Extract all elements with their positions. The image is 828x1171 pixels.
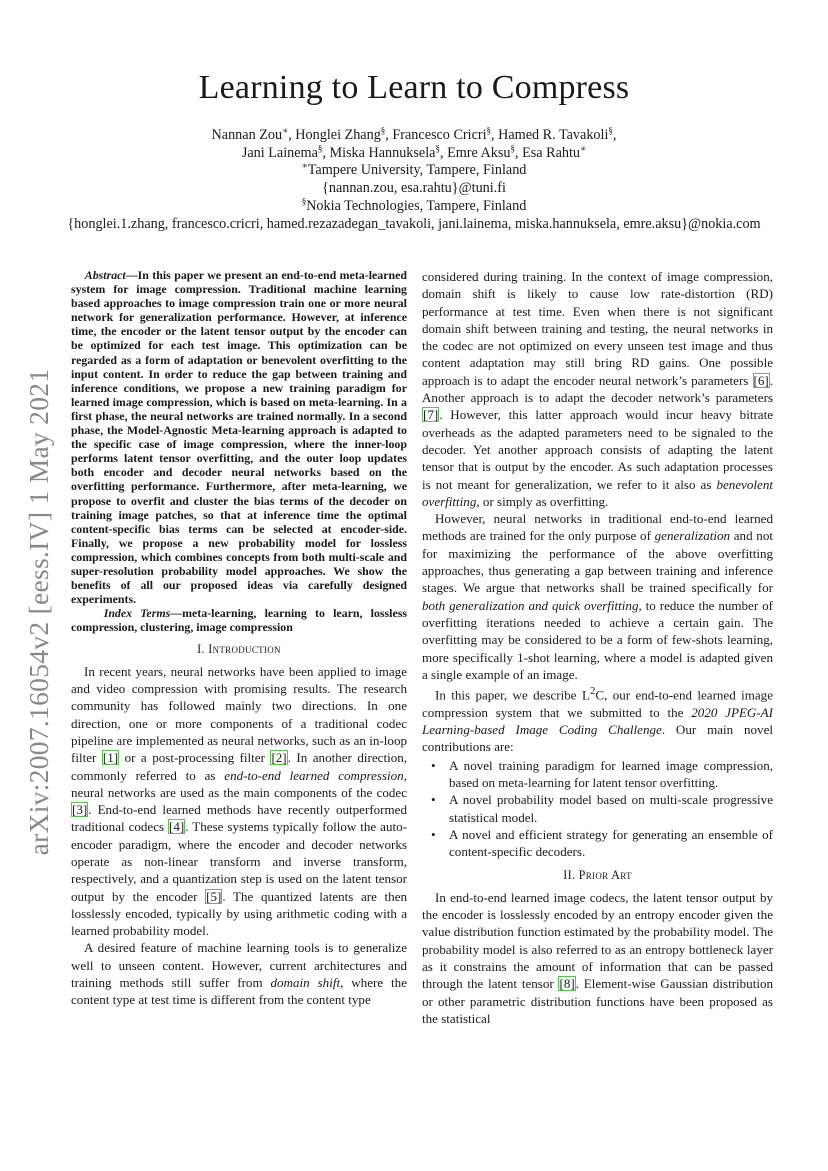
affiliation-mark: § (301, 196, 307, 207)
right-column (422, 268, 773, 1027)
author-line-2 (0, 142, 828, 163)
text-run: . These systems typically follow the auto-encoder paradigm, where the encoder and decoder networks operate as non-linear transform and inverse transform, respectively, and a quantization step is used on the latent tensor output by the encoder (71, 819, 407, 904)
list-item-text: A novel training paradigm for learned image compression, based on meta-learning for latent tensor overfitting. (449, 757, 773, 790)
left-column (71, 268, 407, 1009)
emphasis: 2020 JPEG-AI Learning-based Image Coding Challenge (422, 704, 773, 738)
section-title: Introduction (208, 642, 281, 657)
list-item-text: A novel probability model based on multi-scale progressive statistical model. (449, 792, 773, 825)
section-heading-introduction (71, 641, 407, 658)
citation-link[interactable]: [8] (559, 976, 575, 992)
text-run: . Element-wise Gaussian distribution or other parametric distribution functions have been proposed as the statistical (422, 976, 774, 1026)
author-block (0, 127, 828, 233)
affiliation-mark: § (380, 125, 386, 136)
text-run: and not for maximizing the performance of the above overfitting approaches, thus generating a gap between training and inference stages. We argue that networks shall be trained specifically for (422, 528, 773, 596)
citation-link[interactable]: [1] (102, 750, 119, 766)
affiliation-text: Nokia Technologies, Tampere, Finland (306, 197, 527, 214)
list-item (422, 826, 773, 861)
abstract (71, 268, 407, 606)
text-run: . However, this latter approach would incur heavy bitrate overheads as the adapted parameters need to be signaled to the decoder. Yet another approach consists of adapting the latent tensor that is output by the encoder. As such adaptation processes is not meant for generalization, we refer to it also as (422, 407, 773, 492)
affiliation-mark: § (317, 142, 323, 153)
intro-paragraph-2-continued (422, 268, 773, 510)
contributions-list (422, 757, 773, 861)
abstract-text: In this paper we present an end-to-end meta-learned system for image compression. Traditional machine learning based approaches to image compression train one or more neural network for generalization performance. However, at inference time, the encoder or the latent tensor output by the encoder can be optimized for each test image. This optimization can be regarded as a form of adaptation or benevolent overfitting to the input content. In order to reduce the gap between training and inference conditions, we propose a new training paradigm for learned image compression, which is based on meta-learning. In a first phase, the neural networks are trained normally. In a second phase, the Model-Agnostic Meta-learning approach is adapted to the specific case of image compression, where the inner-loop performs latent tensor overfitting, and the outer loop updates both encoder and decoder neural networks based on the overfitting performance. Furthermore, after meta-learning, we propose to overfit and cluster the bias terms of the decoder on training image patches, so that at inference time the optimal content-specific bias terms can be selected at encoder-side. Finally, we propose a new probability model for lossless compression, which combines concepts from both multi-scale and super-resolution probability model approaches. We show the benefits of all our proposed ideas via carefully designed experiments. (71, 268, 408, 607)
author-name: Honglei Zhang (295, 127, 381, 143)
email-tampere: {nannan.zou, esa.rahtu}@tuni.fi (322, 180, 506, 197)
text-run: , neural networks are used as the main components of the codec (71, 767, 407, 800)
text-run: . Our main novel contributions are: (422, 722, 773, 755)
text-run: However, neural networks in traditional end-to-end learned methods are trained for the only purpose of (422, 511, 773, 544)
text-run: C, our end-to-end learned image compression system that we submitted to the (422, 687, 773, 720)
emphasis: generalization (654, 528, 731, 544)
intro-paragraph-3 (422, 510, 773, 683)
list-item (422, 757, 773, 792)
abstract-label: Abstract (84, 268, 126, 282)
author-name: Emre Aksu (447, 144, 511, 161)
arxiv-identifier: arXiv:2007.16054v2 [eess.IV] 1 May 2021 (23, 368, 54, 856)
text-run: , where the content type at test time is different from the content type (71, 975, 407, 1008)
emphasis: benevolent overfitting (422, 476, 773, 509)
text-run: . The quantized latents are then losslessly encoded, typically by using arithmetic coding with a learned probability model. (71, 888, 408, 939)
index-terms-label: Index Terms (103, 606, 171, 621)
intro-paragraph-4 (422, 683, 773, 756)
author-name: Hamed R. Tavakoli (498, 127, 609, 143)
author-name: Miska Hannuksela (329, 144, 436, 161)
author-separator: , (322, 144, 330, 161)
affiliation-mark: § (510, 142, 516, 153)
citation-link[interactable]: [2] (271, 750, 287, 766)
author-separator: , (439, 144, 448, 161)
author-name: Jani Lainema (241, 144, 318, 161)
email-nokia: {honglei.1.zhang, francesco.cricri, hamed.rezazadegan_tavakoli, jani.lainema, miska.hannuksela, emre.aksu}@nokia.com (67, 215, 761, 232)
section-title: Prior Art (578, 868, 632, 883)
text-run: In recent years, neural networks have been applied to image and video compression with promising results. The research community has followed mainly two directions. In one direction, one or more components of a traditional codec pipeline are implemented as neural networks, such as an in-loop filter (71, 663, 407, 766)
bullet-icon: • (431, 826, 436, 842)
superscript: 2 (589, 685, 596, 698)
emphasis: end-to-end learned compression (224, 767, 404, 783)
text-run: considered during training. In the context of image compression, domain shift is likely to cause low rate-distortion (RD) performance at test time. Even when there is not significant domain shift between training and testing, the neural networks in the codec are not optimized on every unseen test image and thus content adaptation may still bring RD gains. One possible approach is to adapt the encoder neural network’s parameters (422, 269, 773, 388)
intro-paragraph-1 (71, 663, 407, 940)
author-separator: , (491, 127, 499, 143)
author-separator: , (385, 127, 393, 143)
affiliation-text: Tampere University, Tampere, Finland (307, 162, 527, 179)
arxiv-sidebar (19, 362, 59, 862)
affiliation-nokia (0, 198, 828, 216)
list-item (422, 791, 773, 826)
affiliation-mark: § (486, 125, 492, 136)
author-name: Esa Rahtu (522, 144, 581, 161)
text-run: . End-to-end learned methods have recently outperformed traditional codecs (71, 802, 407, 835)
index-terms-dash: — (170, 606, 183, 621)
text-run: . Another approach is to adapt the decoder network’s parameters (422, 372, 773, 406)
affiliation-mark: § (435, 142, 440, 153)
author-separator: , (515, 144, 523, 161)
author-line-1 (0, 127, 828, 145)
bullet-icon: • (431, 792, 436, 808)
affiliation-mark: ∗ (580, 142, 587, 153)
affiliation-tampere (0, 162, 828, 180)
text-run: . In another direction, commonly referred to as (71, 750, 408, 783)
citation-link[interactable]: [3] (72, 802, 88, 818)
citation-link[interactable]: [6] (753, 372, 769, 388)
index-terms (71, 606, 407, 634)
affiliation-mark: ∗ (301, 160, 308, 171)
text-run: or a post-processing filter (119, 750, 271, 766)
author-name: Francesco Cricri (392, 127, 487, 143)
text-run: In end-to-end learned image codecs, the latent tensor output by the encoder is losslessly encoded by an entropy encoder given the value distribution function estimated by the probability model. The probability model is also referred to as an entropy bottleneck layer as it constrains the amount of information that can be passed through the latent tensor (422, 889, 773, 992)
prior-art-paragraph-1 (422, 889, 773, 1027)
citation-link[interactable]: [5] (206, 888, 222, 904)
text-run: , or simply as overfitting. (476, 493, 609, 509)
bullet-icon: • (431, 757, 436, 773)
affiliation-mark: § (608, 125, 613, 136)
intro-paragraph-2 (71, 939, 407, 1008)
text-run: In this paper, we describe L (435, 687, 590, 703)
section-heading-prior-art (422, 867, 773, 884)
section-number: I. (197, 642, 209, 657)
affiliation-mark: ∗ (282, 125, 289, 136)
citation-link[interactable]: [4] (169, 819, 185, 835)
text-run: , to reduce the number of overfitting iterations needed to achieve a certain gain. The overfitting may be considered to be a form of few-shots learning, more specifically 1-shot learning, where a model is adapted given a single example of an image. (422, 597, 773, 682)
list-item-text: A novel and efficient strategy for generating an ensemble of content-specific decoders. (449, 826, 773, 860)
emphasis: domain shift (270, 975, 341, 991)
text-run: A desired feature of machine learning tools is to generalize well to unseen content. However, current architectures and training methods still suffer from (71, 940, 407, 991)
author-name: Nannan Zou (211, 127, 283, 143)
citation-link[interactable]: [7] (423, 407, 439, 423)
abstract-dash: — (125, 268, 138, 282)
section-number: II. (563, 868, 579, 883)
index-terms-text: meta-learning, learning to learn, lossless compression, clustering, image compression (71, 606, 407, 635)
author-separator: , (288, 127, 296, 143)
emphasis: both generalization and quick overfitting (422, 597, 639, 613)
paper-title: Learning to Learn to Compress (198, 69, 630, 106)
author-separator: , (612, 127, 617, 143)
